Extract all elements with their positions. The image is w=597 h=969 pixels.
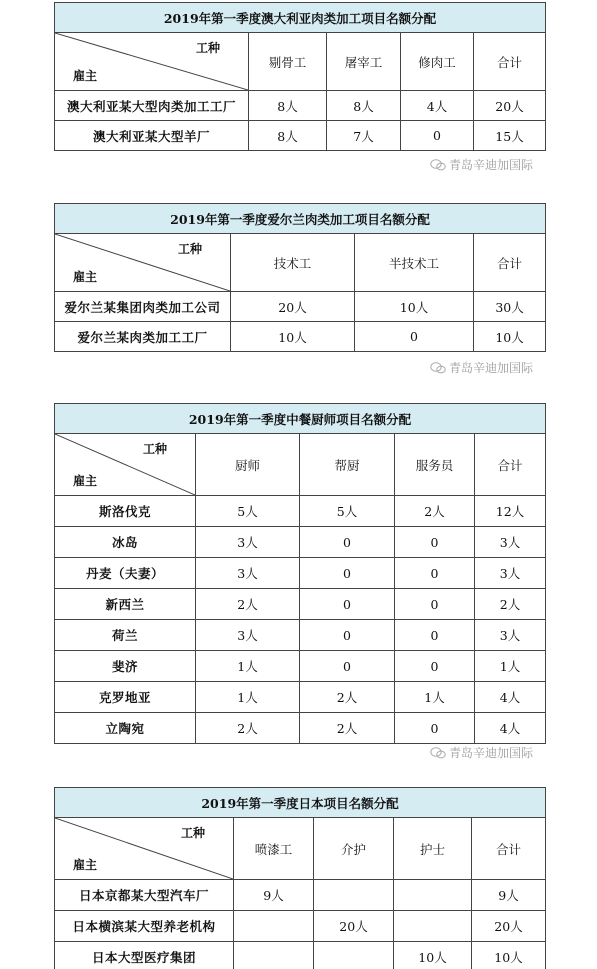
value-cell: 0 bbox=[395, 620, 475, 651]
employer-cell: 丹麦（夫妻） bbox=[55, 558, 196, 589]
quota-table-australia bbox=[54, 2, 546, 151]
value-cell: 1人 bbox=[196, 682, 300, 713]
employer-cell: 克罗地亚 bbox=[55, 682, 196, 713]
wechat-icon bbox=[430, 362, 446, 374]
value-cell: 20人 bbox=[314, 911, 394, 942]
employer-cell: 新西兰 bbox=[55, 589, 196, 620]
diag-label-employer: 雇主 bbox=[73, 270, 98, 284]
diag-label-employer: 雇主 bbox=[73, 474, 98, 488]
value-cell: 0 bbox=[395, 651, 475, 682]
value-cell: 10人 bbox=[472, 942, 546, 969]
value-cell: 0 bbox=[300, 589, 395, 620]
employer-cell: 冰岛 bbox=[55, 527, 196, 558]
watermark-text: 青岛辛迪加国际 bbox=[448, 746, 533, 760]
column-header: 屠宰工 bbox=[327, 33, 401, 91]
table-japan-block bbox=[54, 787, 545, 969]
column-header: 半技术工 bbox=[355, 234, 474, 292]
table-ireland-block bbox=[54, 203, 545, 352]
value-cell bbox=[314, 880, 394, 911]
value-cell: 8人 bbox=[249, 91, 327, 121]
table-australia-block bbox=[54, 2, 545, 151]
value-cell: 1人 bbox=[475, 651, 546, 682]
value-cell: 1人 bbox=[395, 682, 475, 713]
value-cell: 3人 bbox=[475, 527, 546, 558]
value-cell: 10人 bbox=[474, 322, 546, 352]
employer-cell: 斯洛伐克 bbox=[55, 496, 196, 527]
table-row bbox=[55, 527, 546, 558]
table-row bbox=[55, 589, 546, 620]
value-cell: 9人 bbox=[472, 880, 546, 911]
value-cell: 5人 bbox=[300, 496, 395, 527]
table-row bbox=[55, 651, 546, 682]
value-cell: 0 bbox=[395, 713, 475, 744]
employer-cell: 日本大型医疗集团 bbox=[55, 942, 234, 969]
employer-cell: 爱尔兰某肉类加工工厂 bbox=[55, 322, 231, 352]
value-cell: 0 bbox=[395, 589, 475, 620]
quota-table-ireland bbox=[54, 203, 546, 352]
value-cell: 30人 bbox=[474, 292, 546, 322]
column-header: 合计 bbox=[474, 234, 546, 292]
column-header: 护士 bbox=[394, 818, 472, 880]
diagonal-header-cell bbox=[55, 434, 196, 496]
diag-label-employer: 雇主 bbox=[73, 69, 98, 83]
value-cell: 0 bbox=[300, 558, 395, 589]
value-cell: 3人 bbox=[196, 620, 300, 651]
table-row bbox=[55, 496, 546, 527]
value-cell bbox=[394, 880, 472, 911]
column-header: 合计 bbox=[475, 434, 546, 496]
column-header: 技术工 bbox=[231, 234, 355, 292]
value-cell bbox=[234, 911, 314, 942]
watermark-text: 青岛辛迪加国际 bbox=[448, 361, 533, 375]
table-row bbox=[55, 91, 546, 121]
table-row bbox=[55, 121, 546, 151]
quota-table-japan bbox=[54, 787, 546, 969]
diag-label-job: 工种 bbox=[195, 41, 220, 55]
table-row bbox=[55, 620, 546, 651]
diag-label-job: 工种 bbox=[142, 442, 167, 456]
value-cell: 0 bbox=[355, 322, 474, 352]
value-cell: 2人 bbox=[196, 589, 300, 620]
employer-cell: 澳大利亚某大型肉类加工工厂 bbox=[55, 91, 249, 121]
value-cell: 2人 bbox=[196, 713, 300, 744]
value-cell: 3人 bbox=[475, 558, 546, 589]
column-header: 介护 bbox=[314, 818, 394, 880]
value-cell: 15人 bbox=[474, 121, 546, 151]
value-cell: 5人 bbox=[196, 496, 300, 527]
diag-label-job: 工种 bbox=[177, 242, 202, 256]
value-cell: 2人 bbox=[300, 682, 395, 713]
table-title: 2019年第一季度中餐厨师项目名额分配 bbox=[55, 404, 546, 434]
employer-cell: 日本京都某大型汽车厂 bbox=[55, 880, 234, 911]
table-chef-block bbox=[54, 403, 545, 744]
value-cell: 2人 bbox=[300, 713, 395, 744]
value-cell: 0 bbox=[401, 121, 474, 151]
table-row bbox=[55, 713, 546, 744]
diagonal-header-cell bbox=[55, 818, 234, 880]
table-title: 2019年第一季度澳大利亚肉类加工项目名额分配 bbox=[55, 3, 546, 33]
wechat-icon bbox=[430, 747, 446, 759]
value-cell: 1人 bbox=[196, 651, 300, 682]
value-cell: 4人 bbox=[475, 713, 546, 744]
employer-cell: 荷兰 bbox=[55, 620, 196, 651]
value-cell: 0 bbox=[395, 558, 475, 589]
table-row bbox=[55, 322, 546, 352]
column-header: 帮厨 bbox=[300, 434, 395, 496]
table-title: 2019年第一季度爱尔兰肉类加工项目名额分配 bbox=[55, 204, 546, 234]
value-cell: 8人 bbox=[327, 91, 401, 121]
employer-cell: 斐济 bbox=[55, 651, 196, 682]
diagonal-header-cell bbox=[55, 33, 249, 91]
table-row bbox=[55, 911, 546, 942]
value-cell: 0 bbox=[300, 620, 395, 651]
value-cell: 3人 bbox=[196, 558, 300, 589]
employer-cell: 立陶宛 bbox=[55, 713, 196, 744]
column-header: 剔骨工 bbox=[249, 33, 327, 91]
value-cell: 2人 bbox=[395, 496, 475, 527]
diagonal-header-cell bbox=[55, 234, 231, 292]
column-header: 修肉工 bbox=[401, 33, 474, 91]
diag-label-job: 工种 bbox=[180, 826, 205, 840]
value-cell bbox=[234, 942, 314, 969]
table-row bbox=[55, 292, 546, 322]
column-header: 服务员 bbox=[395, 434, 475, 496]
value-cell bbox=[394, 911, 472, 942]
watermark bbox=[430, 359, 533, 376]
value-cell: 0 bbox=[300, 527, 395, 558]
value-cell: 4人 bbox=[401, 91, 474, 121]
column-header: 厨师 bbox=[196, 434, 300, 496]
column-header: 喷漆工 bbox=[234, 818, 314, 880]
value-cell: 10人 bbox=[394, 942, 472, 969]
quota-table-chef bbox=[54, 403, 546, 744]
value-cell: 20人 bbox=[474, 91, 546, 121]
diag-label-employer: 雇主 bbox=[73, 858, 98, 872]
value-cell: 4人 bbox=[475, 682, 546, 713]
value-cell: 0 bbox=[300, 651, 395, 682]
watermark bbox=[430, 156, 533, 173]
value-cell: 3人 bbox=[475, 620, 546, 651]
value-cell: 7人 bbox=[327, 121, 401, 151]
employer-cell: 日本横滨某大型养老机构 bbox=[55, 911, 234, 942]
column-header: 合计 bbox=[474, 33, 546, 91]
value-cell bbox=[314, 942, 394, 969]
value-cell: 12人 bbox=[475, 496, 546, 527]
value-cell: 8人 bbox=[249, 121, 327, 151]
table-row bbox=[55, 942, 546, 969]
value-cell: 0 bbox=[395, 527, 475, 558]
watermark bbox=[430, 744, 533, 761]
value-cell: 20人 bbox=[472, 911, 546, 942]
table-row bbox=[55, 880, 546, 911]
value-cell: 10人 bbox=[231, 322, 355, 352]
wechat-icon bbox=[430, 159, 446, 171]
watermark-text: 青岛辛迪加国际 bbox=[448, 158, 533, 172]
employer-cell: 爱尔兰某集团肉类加工公司 bbox=[55, 292, 231, 322]
value-cell: 3人 bbox=[196, 527, 300, 558]
value-cell: 10人 bbox=[355, 292, 474, 322]
value-cell: 20人 bbox=[231, 292, 355, 322]
value-cell: 2人 bbox=[475, 589, 546, 620]
column-header: 合计 bbox=[472, 818, 546, 880]
table-row bbox=[55, 558, 546, 589]
table-row bbox=[55, 682, 546, 713]
value-cell: 9人 bbox=[234, 880, 314, 911]
table-title: 2019年第一季度日本项目名额分配 bbox=[55, 788, 546, 818]
employer-cell: 澳大利亚某大型羊厂 bbox=[55, 121, 249, 151]
